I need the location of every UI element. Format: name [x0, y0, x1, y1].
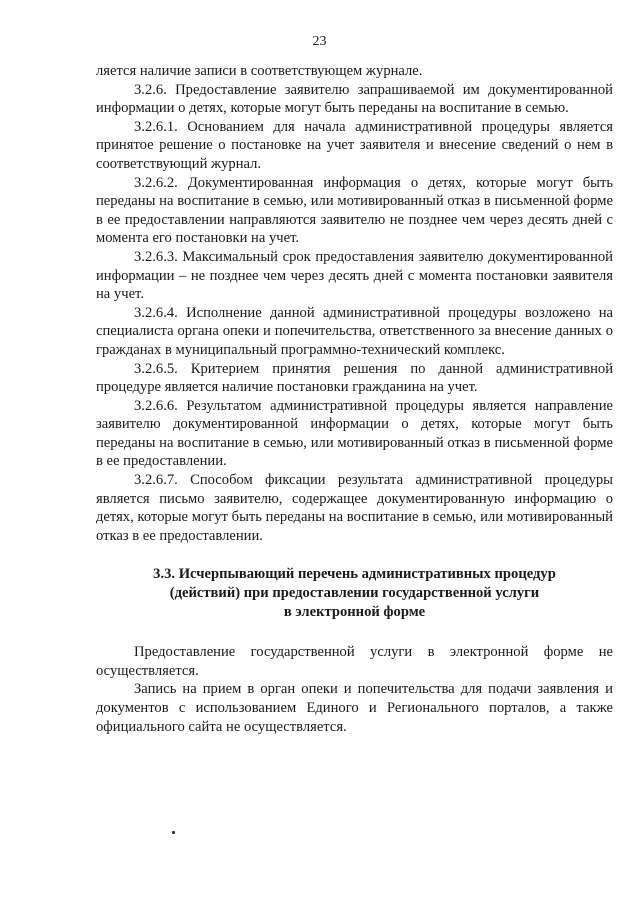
page-number: 23: [312, 34, 327, 49]
paragraph-3-2-6-3: 3.2.6.3. Максимальный срок предоставления заявителю документированной информации – не позднее чем через десять дней с момента постановки заявителя на учет.: [96, 248, 613, 303]
paragraph-3-2-6-4: 3.2.6.4. Исполнение данной административной процедуры возложено на специалиста органа опеки и попечительства, ответственного за внесение данных о гражданах в муниципальный программно-технический комплекс.: [96, 304, 613, 358]
paragraph-appointment: Запись на прием в орган опеки и попечительства для подачи заявления и документов с использованием Единого и Регионального порталов, а также официального сайта не осуществляется.: [96, 681, 613, 735]
paragraph-3-2-6-1: 3.2.6.1. Основанием для начала административной процедуры является принятое решение о постановке на учет заявителя и внесение сведений о нем в соответствующий журнал.: [96, 118, 613, 172]
section-heading-line: 3.3. Исчерпывающий перечень административных процедур: [153, 566, 556, 583]
section-heading-line: (действий) при предоставлении государственной услуги: [169, 585, 540, 602]
paragraph-3-2-6-2: 3.2.6.2. Документированная информация о детях, которые могут быть переданы на воспитание в семью, или мотивированный отказ в письменной форме в ее предоставлении направляются заявителю не позднее чем через десять дней с момента его постановки на учет.: [96, 174, 613, 247]
scan-speck: [172, 831, 175, 834]
document-body: [96, 62, 613, 736]
paragraph-3-2-6-5: 3.2.6.5. Критерием принятия решения по данной административной процедуре является наличие постановки гражданина на учет.: [96, 360, 613, 396]
paragraph-electronic-form: Предоставление государственной услуги в электронной форме не осуществляется.: [96, 644, 613, 679]
paragraph-continuation: ляется наличие записи в соответствующем журнале.: [96, 63, 423, 79]
section-heading-line: в электронной форме: [283, 603, 426, 620]
paragraph-3-2-6: 3.2.6. Предоставление заявителю запрашиваемой им документированной информации о детях, которые могут быть переданы на воспитание в семью.: [96, 81, 613, 117]
paragraph-3-2-6-7: 3.2.6.7. Способом фиксации результата административной процедуры является письмо заявителю, содержащее документированную информацию о детях, которые могут быть переданы на воспитание в семью, или мотивированный отказ в ее предоставлении.: [96, 472, 613, 544]
section-heading-3-3: [96, 565, 613, 621]
paragraph-3-2-6-6: 3.2.6.6. Результатом административной процедуры является направление заявителю документированной информации о детях, которые могут быть переданы на воспитание в семью, или мотивированный отказ в письменной форме в ее предоставлении.: [96, 397, 613, 470]
